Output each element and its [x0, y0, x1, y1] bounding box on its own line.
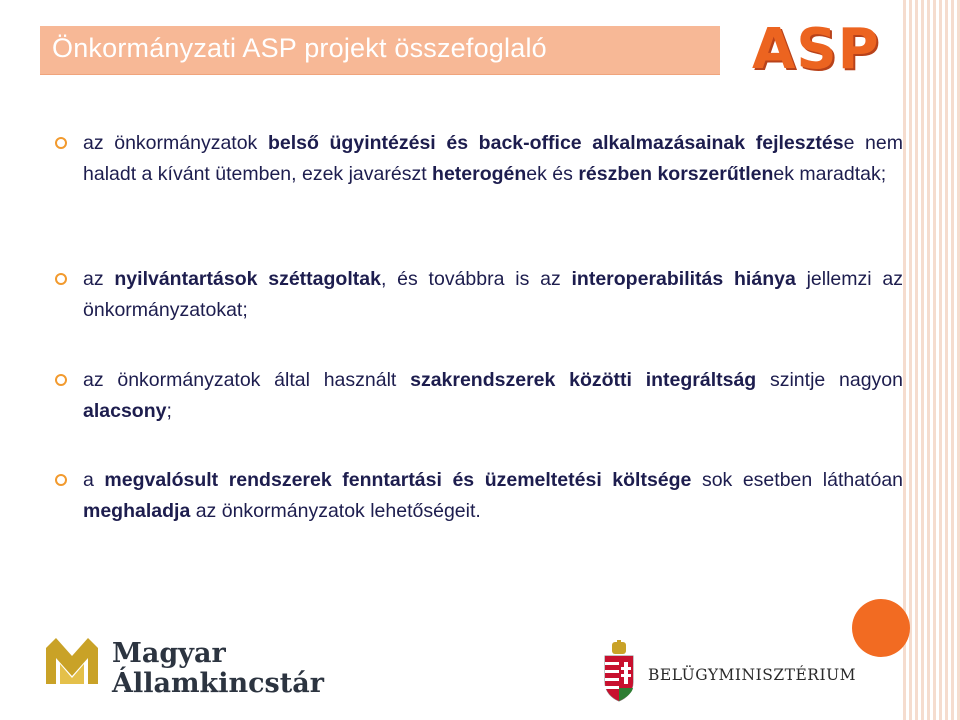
- text-segment: e nem haladt a kívánt ütemben, ezek javarészt: [83, 132, 903, 185]
- decorative-stripes: [900, 0, 960, 720]
- bullet-text: [83, 369, 903, 422]
- bold-text-segment: meghaladja: [83, 500, 191, 522]
- text-segment: sok esetben láthatóan: [691, 469, 904, 491]
- bullet-text: [83, 132, 903, 185]
- bold-text-segment: belső ügyintézési és back-office alkalmazásainak fejlesztés: [267, 132, 844, 154]
- text-segment: ek maradtak;: [773, 163, 887, 185]
- bullet-icon: [55, 374, 67, 386]
- text-segment: az önkormányzatok által használt: [83, 369, 411, 391]
- text-segment: jellemzi az önkormányzatokat;: [83, 268, 903, 321]
- bullet-item-2: [55, 264, 903, 326]
- text-segment: ek és: [526, 163, 579, 185]
- text-segment: az önkormányzatok lehetőségeit.: [190, 500, 481, 522]
- text-segment: az: [83, 268, 115, 290]
- allamkincstar-name-line1: Magyar: [112, 638, 226, 669]
- belugyminiszterium-name: BELÜGYMINISZTÉRIUM: [648, 666, 857, 684]
- hungarian-crest-icon: [602, 640, 636, 702]
- bullet-icon: [55, 474, 67, 486]
- decorative-circle: [852, 599, 910, 657]
- magyar-allamkincstar-logo: [42, 634, 332, 704]
- belugyminiszterium-logo: [602, 640, 857, 706]
- bold-text-segment: alacsony: [83, 400, 167, 422]
- bullet-icon: [55, 137, 67, 149]
- page-title: Önkormányzati ASP projekt összefoglaló: [52, 33, 547, 63]
- bullet-text: [83, 268, 903, 321]
- bullet-item-3: [55, 365, 903, 427]
- text-segment: a: [83, 469, 105, 491]
- bullet-icon: [55, 273, 67, 285]
- text-segment: , és továbbra is az: [380, 268, 572, 290]
- bold-text-segment: részben korszerűtlen: [578, 163, 774, 185]
- bold-text-segment: megvalósult rendszerek fenntartási és üzemeltetési költsége: [104, 469, 692, 491]
- bold-text-segment: nyilvántartások széttagoltak: [114, 268, 381, 290]
- bullet-text: [83, 469, 903, 522]
- asp-logo: ASP: [752, 17, 880, 82]
- allamkincstar-name-line2: Államkincstár: [112, 668, 324, 699]
- bold-text-segment: heterogén: [432, 163, 527, 185]
- allamkincstar-icon: [42, 634, 102, 694]
- text-segment: ;: [166, 400, 172, 422]
- bold-text-segment: szakrendszerek közötti integráltság: [410, 369, 757, 391]
- bold-text-segment: interoperabilitás hiánya: [571, 268, 796, 290]
- bullet-item-4: [55, 465, 903, 527]
- bullet-item-1: [55, 128, 903, 190]
- text-segment: szintje nagyon: [756, 369, 903, 391]
- text-segment: az önkormányzatok: [83, 132, 268, 154]
